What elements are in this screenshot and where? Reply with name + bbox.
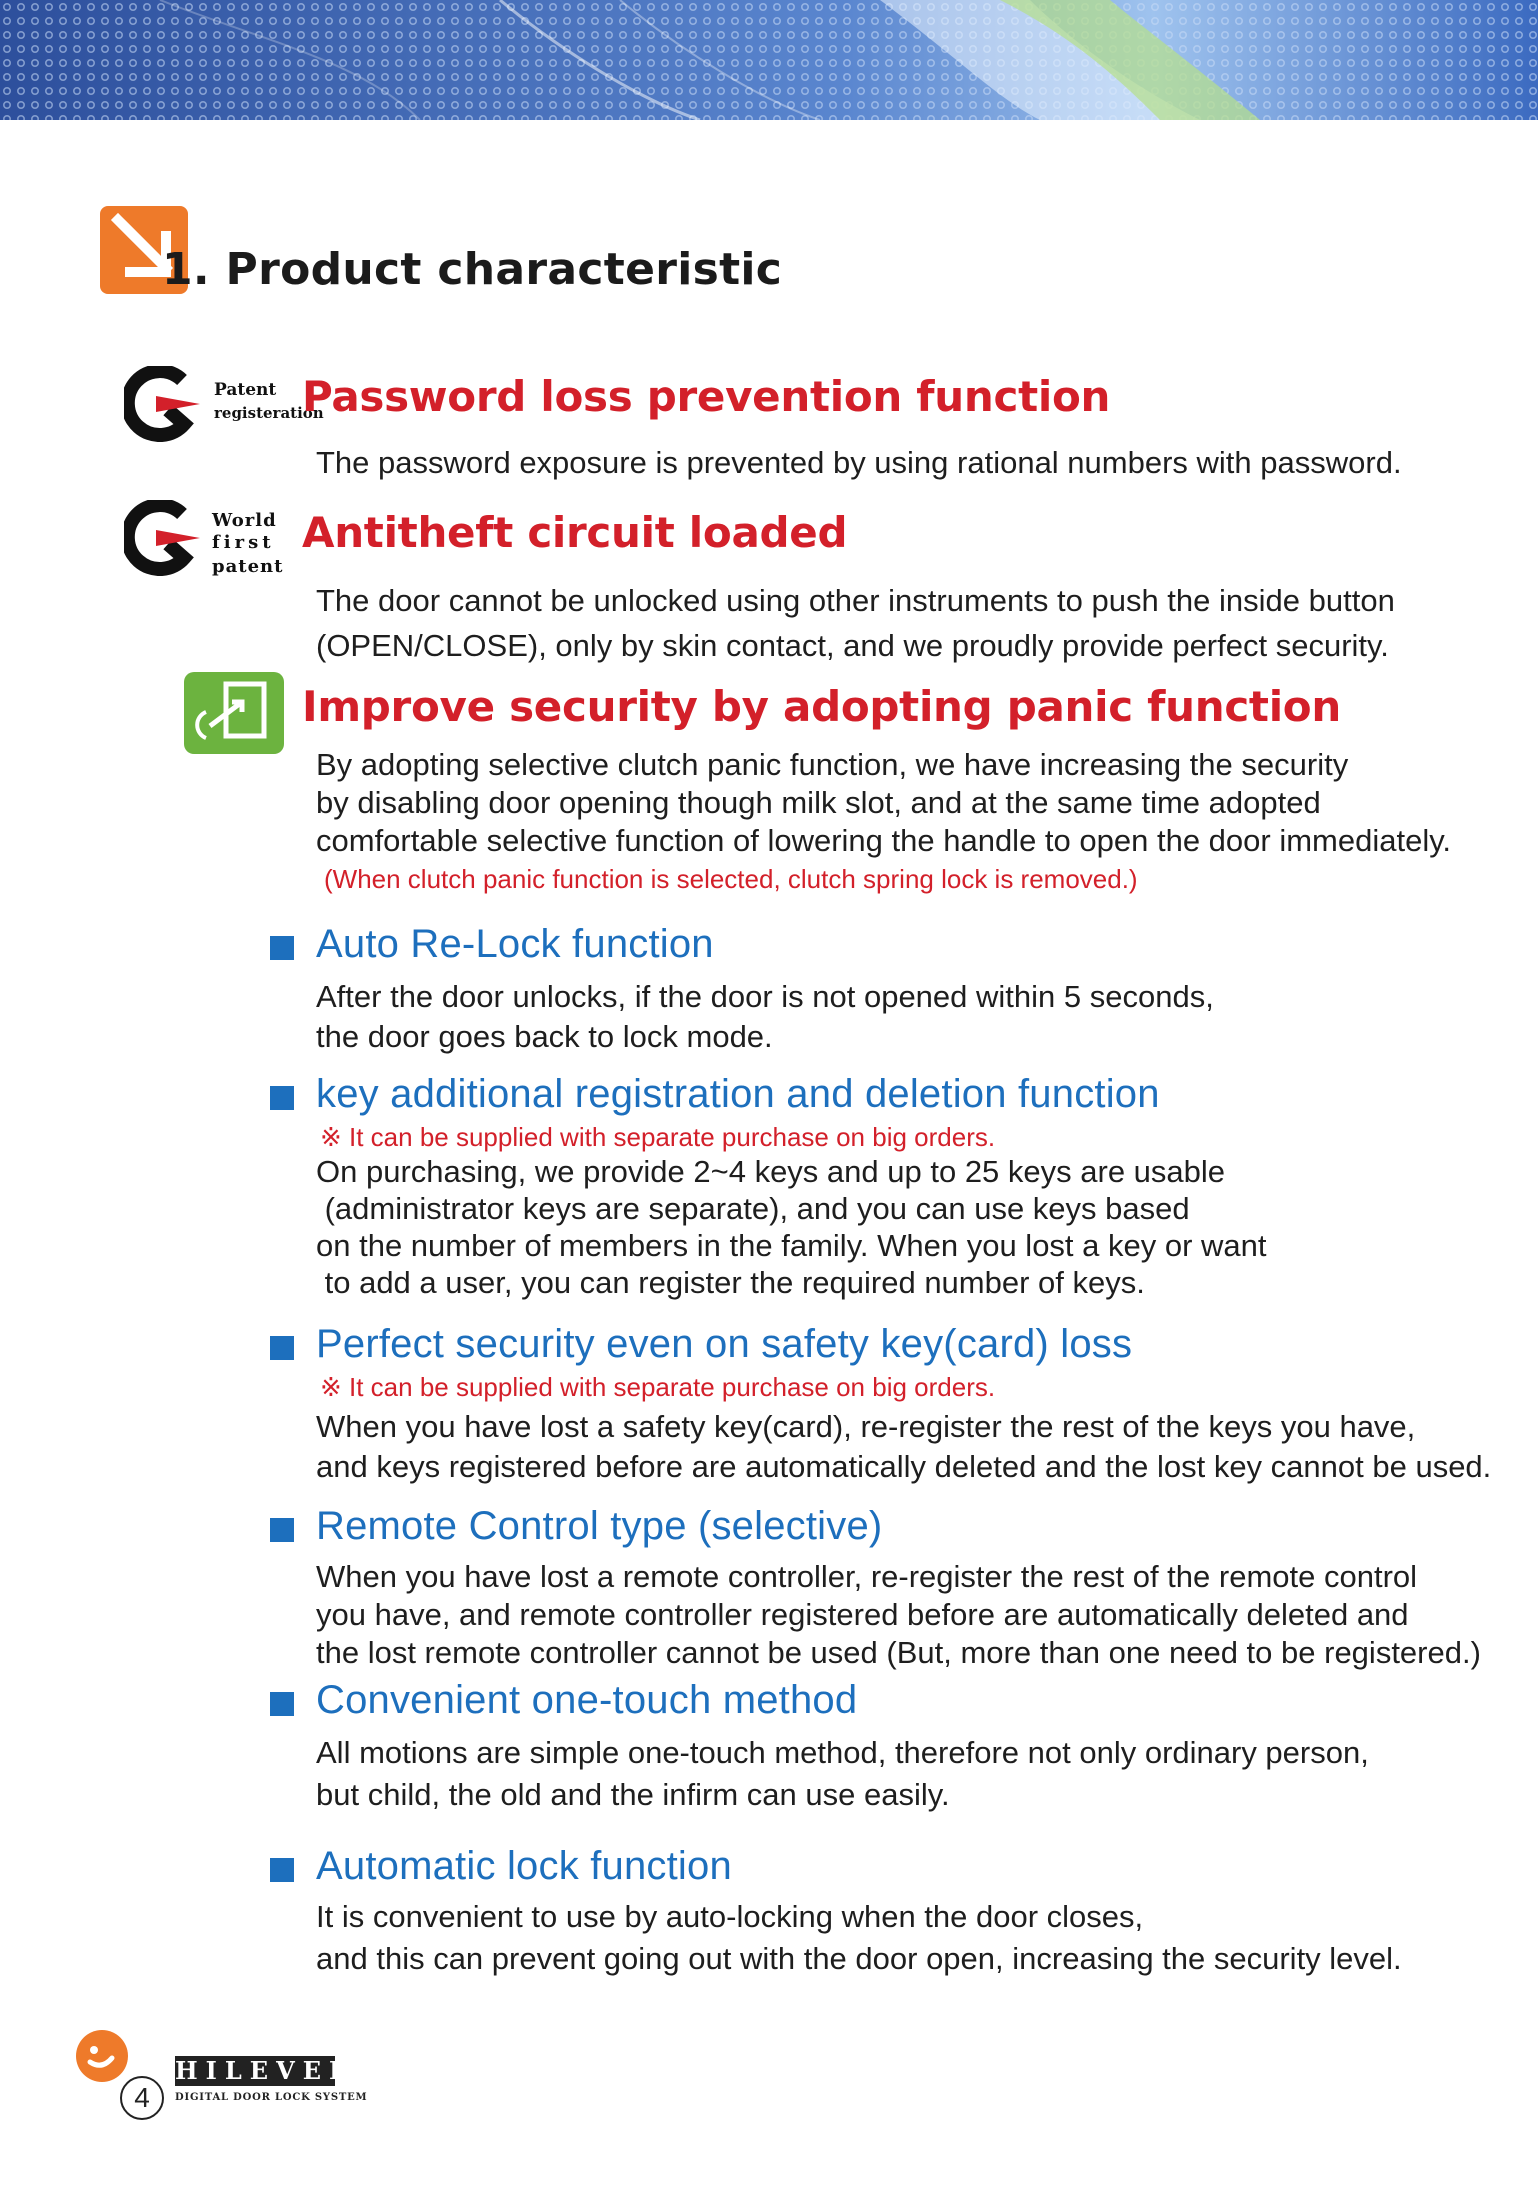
bullet-text: On purchasing, we provide 2~4 keys and up to 25 keys are usable <box>316 1154 1226 1189</box>
feature-title: Improve security by adopting panic function <box>302 682 1341 731</box>
top-banner <box>0 0 1538 120</box>
world-patent-emblem-icon <box>124 500 204 576</box>
bullet-title: Auto Re-Lock function <box>316 922 714 966</box>
bullet-note: ※ It can be supplied with separate purchase on big orders. <box>320 1372 996 1402</box>
square-bullet-icon <box>270 1518 294 1542</box>
badge-label: Patent <box>214 380 277 400</box>
page-title: 1. Product characteristic <box>162 244 783 295</box>
feature-text: by disabling door opening though milk slot, and at the same time adopted <box>316 785 1321 820</box>
bullet-note: ※ It can be supplied with separate purchase on big orders. <box>320 1122 996 1152</box>
square-bullet-icon <box>270 1086 294 1110</box>
bullet-text: the lost remote controller cannot be used (But, more than one need to be registered.) <box>316 1635 1481 1670</box>
bullet-text: It is convenient to use by auto-locking when the door closes, <box>316 1899 1144 1934</box>
feature-note: (When clutch panic function is selected, clutch spring lock is removed.) <box>324 864 1138 894</box>
bullet-text: When you have lost a remote controller, re-register the rest of the remote control <box>316 1559 1418 1594</box>
square-bullet-icon <box>270 1692 294 1716</box>
square-bullet-icon <box>270 1336 294 1360</box>
bullet-text: but child, the old and the infirm can use easily. <box>316 1777 950 1812</box>
patent-emblem-icon <box>124 366 204 442</box>
bullet-text: on the number of members in the family. When you lost a key or want <box>316 1228 1267 1263</box>
page-number: 4 <box>120 2076 164 2120</box>
feature-text: By adopting selective clutch panic function, we have increasing the security <box>316 747 1349 782</box>
badge-label: World <box>212 510 277 531</box>
bullet-text: to add a user, you can register the required number of keys. <box>316 1265 1145 1300</box>
bullet-title: Perfect security even on safety key(card) loss <box>316 1322 1133 1366</box>
bullet-text: you have, and remote controller registered before are automatically deleted and <box>316 1597 1409 1632</box>
feature-text: comfortable selective function of lowering the handle to open the door immediately. <box>316 823 1452 858</box>
bullet-title: Automatic lock function <box>316 1844 732 1888</box>
bullet-text: When you have lost a safety key(card), re-register the rest of the keys you have, <box>316 1409 1416 1444</box>
brand-logo: HILEVER <box>175 2056 357 2085</box>
brand-mascot-icon <box>74 2028 130 2084</box>
panic-handle-icon <box>184 672 284 754</box>
bullet-title: Remote Control type (selective) <box>316 1504 883 1548</box>
feature-text: The door cannot be unlocked using other instruments to push the inside button <box>316 583 1395 618</box>
bullet-text: All motions are simple one-touch method, therefore not only ordinary person, <box>316 1735 1369 1770</box>
badge-label: first <box>212 532 275 553</box>
badge-label: registeration <box>214 404 324 422</box>
bullet-text: and keys registered before are automatically deleted and the lost key cannot be used. <box>316 1449 1492 1484</box>
square-bullet-icon <box>270 936 294 960</box>
brand-tagline: DIGITAL DOOR LOCK SYSTEM <box>175 2092 368 2103</box>
bullet-text: (administrator keys are separate), and you can use keys based <box>316 1191 1190 1226</box>
feature-title: Password loss prevention function <box>302 372 1111 421</box>
bullet-text: and this can prevent going out with the door open, increasing the security level. <box>316 1941 1402 1976</box>
bullet-title: Convenient one-touch method <box>316 1678 858 1722</box>
bullet-text: the door goes back to lock mode. <box>316 1019 773 1054</box>
square-bullet-icon <box>270 1858 294 1882</box>
bullet-text: After the door unlocks, if the door is not opened within 5 seconds, <box>316 979 1214 1014</box>
feature-text: (OPEN/CLOSE), only by skin contact, and we proudly provide perfect security. <box>316 628 1389 663</box>
badge-label: patent <box>212 556 284 577</box>
bullet-title: key additional registration and deletion function <box>316 1072 1160 1116</box>
feature-title: Antitheft circuit loaded <box>302 508 848 557</box>
feature-text: The password exposure is prevented by using rational numbers with password. <box>316 445 1402 480</box>
